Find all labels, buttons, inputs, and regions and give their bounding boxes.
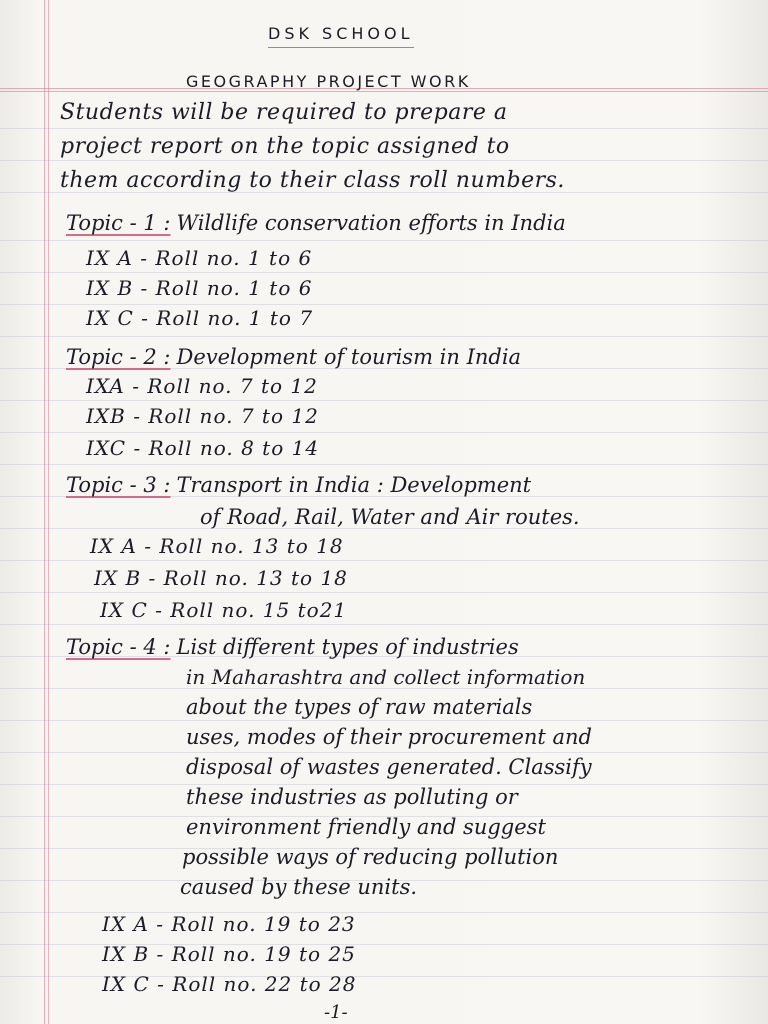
topic-text: Transport in India : Development: [176, 473, 532, 497]
topic-text: Wildlife conservation efforts in India: [176, 211, 566, 235]
left-margin-line: [44, 0, 45, 1024]
roll-entry: IX A - Roll no. 13 to 18: [90, 534, 344, 558]
topic-text-continued: in Maharashtra and collect information: [186, 665, 586, 689]
topic-text: Development of tourism in India: [176, 345, 522, 369]
intro-paragraph: [60, 96, 760, 198]
roll-entry: IXC - Roll no. 8 to 14: [86, 436, 320, 460]
ruled-line: [0, 432, 768, 433]
roll-entry: IX C - Roll no. 22 to 28: [102, 972, 357, 996]
ruled-line: [0, 336, 768, 337]
intro-line: Students will be required to prepare a: [60, 100, 508, 125]
top-margin-line-2: [0, 91, 768, 92]
topic-text-continued: these industries as polluting or: [186, 785, 518, 809]
roll-entry: IX B - Roll no. 13 to 18: [94, 566, 348, 590]
roll-entry: IX B - Roll no. 1 to 6: [86, 276, 313, 300]
topic-label: Topic - 3 :: [66, 473, 171, 497]
topic-label: Topic - 2 :: [66, 345, 171, 369]
topic-text-continued: of Road, Rail, Water and Air routes.: [200, 505, 580, 529]
topic-text-continued: uses, modes of their procurement and: [186, 725, 592, 749]
roll-entry: IX C - Roll no. 1 to 7: [86, 306, 314, 330]
topic-text: List different types of industries: [176, 635, 519, 659]
topic-1-heading: [66, 208, 566, 238]
topic-label: Topic - 1 :: [66, 211, 171, 235]
ruled-line: [0, 624, 768, 625]
ruled-line: [0, 240, 768, 241]
roll-entry: IXB - Roll no. 7 to 12: [86, 404, 319, 428]
roll-entry: IX B - Roll no. 19 to 25: [102, 942, 356, 966]
ruled-line: [0, 272, 768, 273]
topic-text-continued: about the types of raw materials: [186, 695, 533, 719]
topic-label: Topic - 4 :: [66, 635, 171, 659]
ruled-line: [0, 592, 768, 593]
topic-4-heading: [66, 632, 519, 662]
page-heading: GEOGRAPHY PROJECT WORK: [186, 72, 471, 91]
ruled-line: [0, 560, 768, 561]
topic-2-heading: [66, 342, 521, 372]
topic-text-continued: caused by these units.: [180, 875, 418, 899]
ruled-line: [0, 400, 768, 401]
left-margin-line-2: [48, 0, 49, 1024]
topic-3-heading: [66, 470, 531, 500]
roll-entry: IX A - Roll no. 19 to 23: [102, 912, 356, 936]
intro-line: project report on the topic assigned to: [60, 134, 510, 159]
school-name: DSK SCHOOL: [268, 24, 414, 48]
ruled-line: [0, 464, 768, 465]
intro-line: them according to their class roll numbers.: [60, 168, 565, 193]
topic-text-continued: environment friendly and suggest: [186, 815, 546, 839]
topic-text-continued: possible ways of reducing pollution: [182, 845, 559, 869]
page-number: -1-: [324, 1002, 348, 1023]
roll-entry: IX C - Roll no. 15 to21: [100, 598, 348, 622]
roll-entry: IX A - Roll no. 1 to 6: [86, 246, 313, 270]
topic-text-continued: disposal of wastes generated. Classify: [186, 755, 592, 779]
roll-entry: IXA - Roll no. 7 to 12: [86, 374, 318, 398]
